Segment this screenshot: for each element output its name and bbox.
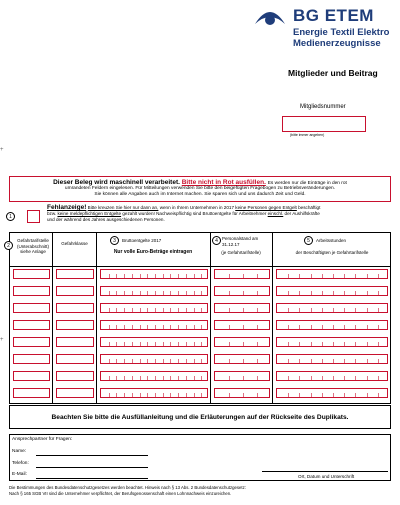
arbeitsstunden-field[interactable] bbox=[276, 269, 388, 279]
signature-field[interactable] bbox=[262, 471, 388, 472]
arbeitsstunden-field[interactable] bbox=[276, 388, 388, 398]
column-divider bbox=[272, 232, 273, 404]
notice-line2: umrandeten Feldern eingelesen. Für Mitteilungen verwenden Sie bitte den beigefügten Fragebogen zu Betriebsveränderungen. bbox=[64, 186, 336, 191]
personalstand-field[interactable] bbox=[214, 320, 270, 330]
phone-label: Telefon: bbox=[12, 461, 29, 466]
section-number-5: 5 bbox=[304, 236, 313, 245]
bruttoentgelte-field[interactable] bbox=[100, 303, 208, 313]
email-field[interactable] bbox=[36, 478, 148, 479]
personalstand-field[interactable] bbox=[214, 354, 270, 364]
gefahrklasse-field[interactable] bbox=[56, 303, 94, 313]
bruttoentgelte-field[interactable] bbox=[100, 286, 208, 296]
gefahrtarifstelle-field[interactable] bbox=[13, 371, 50, 381]
signature-label: Ort, Datum und Unterschrift bbox=[298, 474, 355, 479]
gefahrklasse-field[interactable] bbox=[56, 286, 94, 296]
bruttoentgelte-field[interactable] bbox=[100, 388, 208, 398]
gefahrklasse-field[interactable] bbox=[56, 354, 94, 364]
personalstand-field[interactable] bbox=[214, 371, 270, 381]
contact-title: Ansprechpartner für Fragen: bbox=[12, 437, 73, 442]
member-number-note: (bitte immer angeben) bbox=[290, 133, 325, 137]
col-header-personalstand: Personalstand am 31.12.17 bbox=[222, 236, 259, 247]
col-header-gefahrklasse: Gefahrklasse bbox=[61, 241, 88, 246]
section-number-1: 1 bbox=[6, 212, 15, 221]
punch-mark: + bbox=[0, 337, 4, 343]
bruttoentgelte-field[interactable] bbox=[100, 320, 208, 330]
member-number-field[interactable] bbox=[282, 116, 366, 132]
notice-line3: Sie können alle Angaben auch im Internet machen. Sie sparen sich und uns dadurch Zeit und Geld. bbox=[94, 192, 306, 197]
name-field[interactable] bbox=[36, 455, 148, 456]
gefahrtarifstelle-field[interactable] bbox=[13, 303, 50, 313]
punch-mark: + bbox=[0, 147, 4, 153]
col-subheader-euro: Nur volle Euro-Beträge eintragen bbox=[113, 249, 193, 255]
email-label: E-Mail: bbox=[12, 472, 27, 477]
arbeitsstunden-field[interactable] bbox=[276, 371, 388, 381]
header-divider bbox=[9, 266, 391, 267]
gefahrklasse-field[interactable] bbox=[56, 371, 94, 381]
machine-processing-notice bbox=[9, 176, 391, 202]
notice-red-warning: Bitte nicht in Rot ausfüllen. bbox=[181, 179, 266, 186]
logo-subtitle: Energie Textil Elektro Medienerzeugnisse bbox=[293, 27, 390, 49]
gefahrklasse-field[interactable] bbox=[56, 337, 94, 347]
logo-title: BG ETEM bbox=[293, 6, 374, 25]
bruttoentgelte-field[interactable] bbox=[100, 269, 208, 279]
column-divider bbox=[96, 232, 97, 404]
column-divider bbox=[210, 232, 211, 404]
col-header-arbeitsstunden: Arbeitsstunden bbox=[316, 238, 347, 243]
gefahrklasse-field[interactable] bbox=[56, 388, 94, 398]
col-header-bruttoentgelte: Bruttoentgelte 2017 bbox=[122, 238, 162, 243]
arbeitsstunden-field[interactable] bbox=[276, 354, 388, 364]
personalstand-field[interactable] bbox=[214, 337, 270, 347]
col-header-gefahrtarifstelle: Gefahrtarifstelle (Unterabschnitt) siehe Anlage bbox=[16, 238, 49, 254]
personalstand-field[interactable] bbox=[214, 286, 270, 296]
gefahrtarifstelle-field[interactable] bbox=[13, 286, 50, 296]
gefahrtarifstelle-field[interactable] bbox=[13, 320, 50, 330]
bruttoentgelte-field[interactable] bbox=[100, 371, 208, 381]
footer-legal: Die Bestimmungen des Bundesdatenschutzgesetzes werden beachtet. Hinweis nach § 13 Abs. 2 Bundesdatenschutzgesetz: Nach § 165 SGB VII sind die Unternehmer verpflichtet, der Berufsgenossenschaft einen Lohnnachweis einzureichen. bbox=[9, 485, 246, 496]
col-subheader-personalstand: (je Gefahrtarifstelle) bbox=[221, 250, 261, 255]
bruttoentgelte-field[interactable] bbox=[100, 337, 208, 347]
column-divider bbox=[52, 232, 53, 404]
arbeitsstunden-field[interactable] bbox=[276, 303, 388, 313]
gefahrtarifstelle-field[interactable] bbox=[13, 388, 50, 398]
bg-etem-logo-icon bbox=[253, 6, 287, 28]
fehlanzeige-text: Fehlanzeige! Bitte kreuzen Sie hier nur dann an, wenn in Ihrem Unternehmen in 2017 keine Personen gegen Entgelt beschäftigt bzw. keine meldepflichtigen Entgelte gezahlt wurden! Nachweispflichtig sind Bruttoentgelte für Arbeitnehmer einschl. der Aushilfskräfte und der während des Jahres ausgeschiedenen Personen. bbox=[47, 204, 321, 222]
arbeitsstunden-field[interactable] bbox=[276, 320, 388, 330]
member-number-label: Mitgliedsnummer bbox=[300, 104, 346, 110]
gefahrtarifstelle-field[interactable] bbox=[13, 337, 50, 347]
form-title: Mitglieder und Beitrag bbox=[288, 68, 378, 78]
gefahrklasse-field[interactable] bbox=[56, 269, 94, 279]
notice-bold: Dieser Beleg wird maschinell verarbeitet. bbox=[53, 179, 180, 186]
section-number-4: 4 bbox=[212, 236, 221, 245]
gefahrtarifstelle-field[interactable] bbox=[13, 269, 50, 279]
section-number-2: 2 bbox=[4, 241, 13, 250]
arbeitsstunden-field[interactable] bbox=[276, 337, 388, 347]
gefahrtarifstelle-field[interactable] bbox=[13, 354, 50, 364]
col-subheader-arbeitsstunden: der Beschäftigten je Gefahrtarifstelle bbox=[295, 250, 369, 255]
fehlanzeige-checkbox[interactable] bbox=[27, 210, 40, 223]
personalstand-field[interactable] bbox=[214, 269, 270, 279]
section-number-3: 3 bbox=[110, 236, 119, 245]
arbeitsstunden-field[interactable] bbox=[276, 286, 388, 296]
phone-field[interactable] bbox=[36, 467, 148, 468]
instructions-note: Beachten Sie bitte die Ausfüllanleitung und die Erläuterungen auf der Rückseite des Duplikats. bbox=[9, 405, 391, 429]
personalstand-field[interactable] bbox=[214, 388, 270, 398]
bruttoentgelte-field[interactable] bbox=[100, 354, 208, 364]
gefahrklasse-field[interactable] bbox=[56, 320, 94, 330]
notice-line1-rest: Es werden nur die Einträge in den rot bbox=[267, 181, 347, 186]
personalstand-field[interactable] bbox=[214, 303, 270, 313]
name-label: Name: bbox=[12, 449, 27, 454]
